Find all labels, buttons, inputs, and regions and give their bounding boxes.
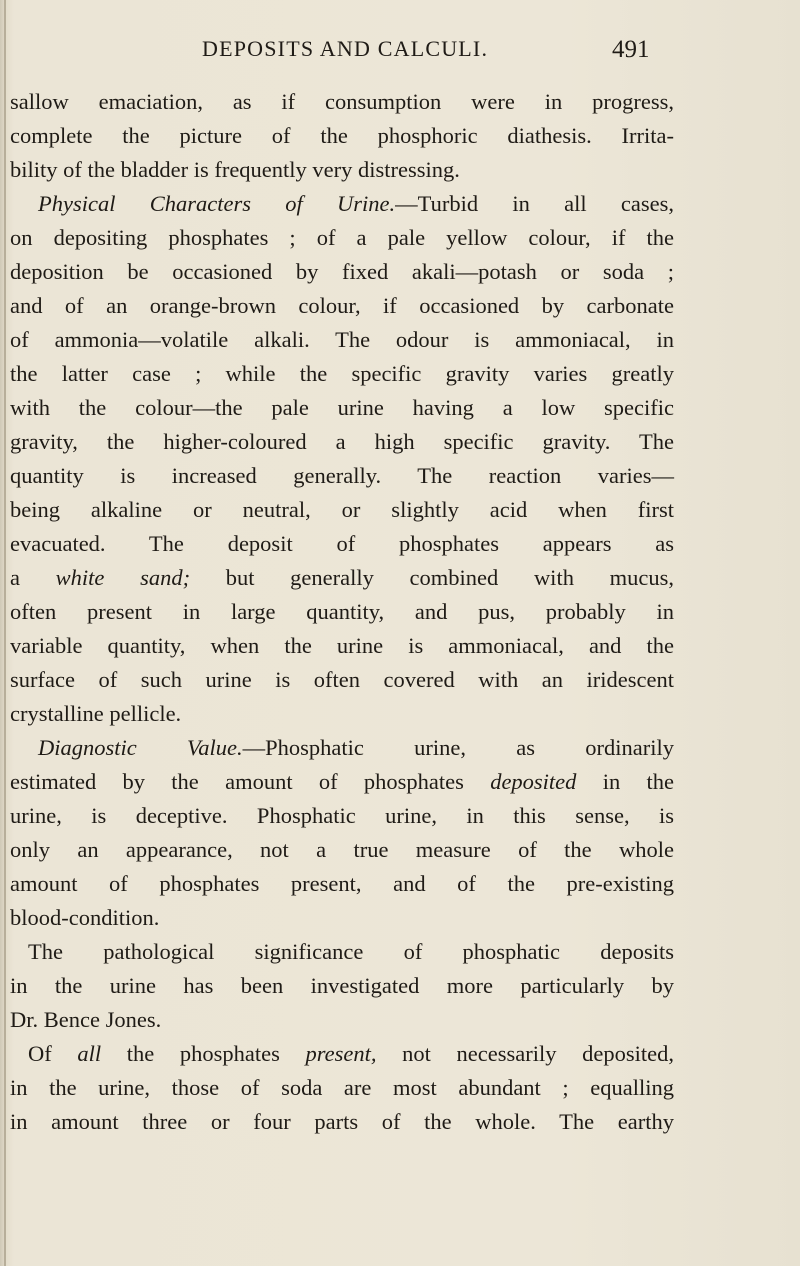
text-line: complete the picture of the phosphoric diathesis. Irrita- <box>10 123 674 148</box>
text-line: quantity is increased generally. The reaction varies— <box>10 463 674 488</box>
text-line: evacuated. The deposit of phosphates appears as <box>10 531 674 556</box>
text-line: deposition be occasioned by fixed akali—potash or soda ; <box>10 259 674 284</box>
text-line: with the colour—the pale urine having a low specific <box>10 395 674 420</box>
text-line: Of all the phosphates present, not necessarily deposited, <box>28 1041 674 1066</box>
section-heading-line: Diagnostic Value.—Phosphatic urine, as ordinarily <box>38 735 674 760</box>
section-heading-physical-characters: Physical Characters of Urine. <box>38 191 396 216</box>
text-line: variable quantity, when the urine is ammoniacal, and the <box>10 633 674 658</box>
text-line: The pathological significance of phosphatic deposits <box>28 939 674 964</box>
text-line: gravity, the higher-coloured a high specific gravity. The <box>10 429 674 454</box>
emphasis-white-sand: white sand; <box>55 565 191 590</box>
text-line: a white sand; but generally combined with mucus, <box>10 565 674 590</box>
page-number: 491 <box>612 36 650 63</box>
text-line: amount of phosphates present, and of the pre-existing <box>10 871 674 896</box>
text-line: sallow emaciation, as if consumption were in progress, <box>10 89 674 114</box>
text-line: of ammonia—volatile alkali. The odour is ammoniacal, in <box>10 327 674 352</box>
text-line: urine, is deceptive. Phosphatic urine, in this sense, is <box>10 803 674 828</box>
emphasis-deposited: deposited <box>490 769 577 794</box>
text-line: in amount three or four parts of the whole. The earthy <box>10 1109 674 1134</box>
text-line: in the urine, those of soda are most abundant ; equalling <box>10 1075 674 1100</box>
text-line: crystalline pellicle. <box>10 701 182 726</box>
text-line: often present in large quantity, and pus, probably in <box>10 599 674 624</box>
text-line: surface of such urine is often covered with an iridescent <box>10 667 674 692</box>
emphasis-present: present, <box>305 1041 377 1066</box>
running-head-title: DEPOSITS AND CALCULI. <box>202 36 489 61</box>
text-line: estimated by the amount of phosphates deposited in the <box>10 769 674 794</box>
text-line: the latter case ; while the specific gravity varies greatly <box>10 361 674 386</box>
text-line: in the urine has been investigated more particularly by <box>10 973 674 998</box>
section-heading-diagnostic-value: Diagnostic Value. <box>38 735 243 760</box>
text-line: blood-condition. <box>10 905 160 930</box>
text-line: Dr. Bence Jones. <box>10 1007 162 1032</box>
binding-gutter <box>4 0 6 1266</box>
section-heading-line: Physical Characters of Urine.—Turbid in all cases, <box>38 191 674 216</box>
running-head <box>0 36 800 66</box>
text-line: on depositing phosphates ; of a pale yellow colour, if the <box>10 225 674 250</box>
text-line: only an appearance, not a true measure of the whole <box>10 837 674 862</box>
text-line: bility of the bladder is frequently very distressing. <box>10 157 460 182</box>
text-line: and of an orange-brown colour, if occasioned by carbonate <box>10 293 674 318</box>
text-line: being alkaline or neutral, or slightly acid when first <box>10 497 674 522</box>
emphasis-all: all <box>77 1041 102 1066</box>
